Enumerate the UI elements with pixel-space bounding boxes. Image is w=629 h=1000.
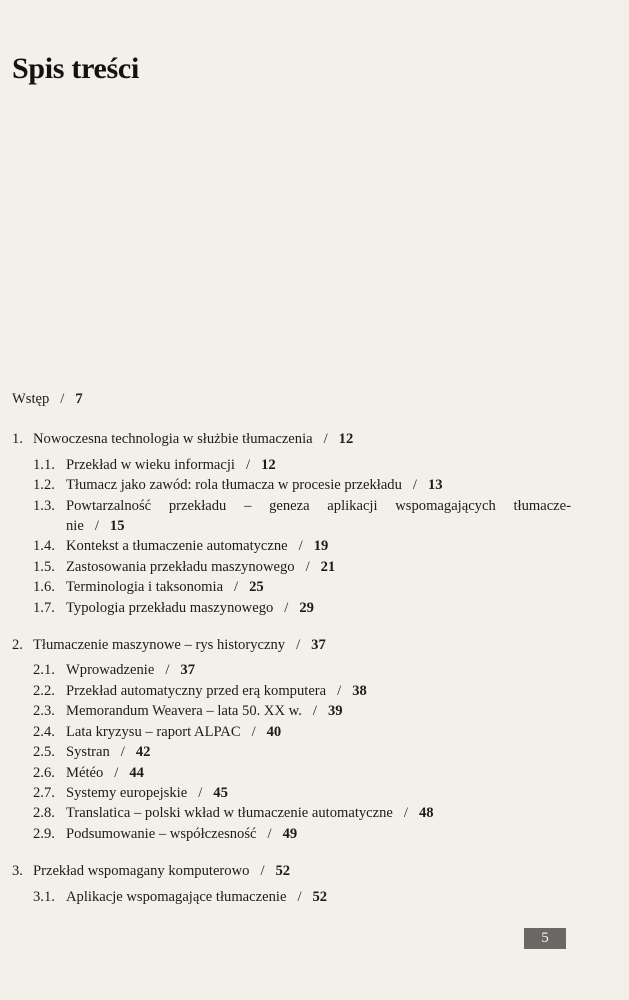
toc-chapter-label: Tłumaczenie maszynowe – rys historyczny (33, 637, 286, 654)
toc-item-label-line2: nie (66, 518, 84, 535)
toc-item-number: 2.3. (33, 703, 55, 720)
toc-separator: / (267, 825, 272, 842)
toc-item-1-7 (12, 598, 612, 618)
toc-item-1-3 (12, 496, 612, 516)
toc-page-number: 52 (312, 888, 328, 905)
toc-item-label: Kontekst a tłumaczenie automatyczne (66, 538, 288, 555)
toc-chapter-label: Nowoczesna technologia w służbie tłumaczenia (33, 431, 313, 448)
toc-separator: / (323, 431, 328, 448)
toc-chapter-number: 3. (12, 863, 23, 880)
toc-page-number: 39 (327, 703, 343, 720)
toc-item-number: 1.7. (33, 599, 55, 616)
toc-page-number: 42 (135, 744, 151, 761)
toc-item-label: Systran (66, 744, 110, 761)
toc-item-label: Tłumacz jako zawód: rola tłumacza w procesie przekładu (66, 477, 402, 494)
toc-separator: / (412, 477, 417, 494)
toc-separator: / (251, 723, 256, 740)
toc-separator: / (246, 456, 251, 473)
toc-item-label: Zastosowania przekładu maszynowego (66, 558, 295, 575)
toc-item-2-6 (12, 763, 612, 783)
toc-item-1-1 (12, 455, 612, 475)
toc-item-number: 1.5. (33, 558, 55, 575)
toc-page-number: 49 (282, 825, 298, 842)
toc-chapter-1 (12, 429, 612, 449)
toc-separator: / (298, 538, 303, 555)
toc-item-label: Typologia przekładu maszynowego (66, 599, 274, 616)
toc-separator: / (305, 558, 310, 575)
toc-item-3-1 (12, 887, 612, 907)
toc-item-2-5 (12, 742, 612, 762)
toc-item-2-3 (12, 701, 612, 721)
toc-entry-label: Wstęp (12, 391, 50, 407)
toc-item-label: Wprowadzenie (66, 662, 155, 679)
toc-page-number: 25 (249, 579, 264, 596)
toc-page-number: 7 (75, 391, 83, 407)
toc-page-number: 13 (427, 477, 443, 494)
toc-item-label: Systemy europejskie (66, 784, 188, 801)
toc-chapter-3 (12, 861, 612, 881)
toc-item-number: 1.1. (33, 456, 55, 473)
toc-item-number: 3.1. (33, 888, 55, 905)
toc-item-number: 2.2. (33, 682, 55, 699)
toc-item-label: Aplikacje wspomagające tłumaczenie (66, 888, 287, 905)
toc-chapter-number: 1. (12, 431, 23, 448)
toc-page-number: 29 (299, 599, 314, 616)
toc-separator: / (234, 579, 239, 596)
toc-item-label: Przekład automatyczny przed erą komputera (66, 682, 327, 699)
toc-chapter-number: 2. (12, 637, 23, 654)
toc-chapter-label: Przekład wspomagany komputerowo (33, 863, 250, 880)
toc-separator: / (260, 863, 265, 880)
toc-page-number: 12 (338, 431, 354, 448)
toc-item-number: 2.6. (33, 764, 55, 781)
page-title: Spis treści (12, 52, 139, 85)
toc-separator: / (312, 703, 317, 720)
toc-item-label: Podsumowanie – współczesność (66, 825, 257, 842)
toc-page-number: 37 (180, 662, 195, 679)
toc-page-number: 15 (109, 518, 125, 535)
toc-item-label: Memorandum Weavera – lata 50. XX w. (66, 703, 302, 720)
toc-separator: / (114, 764, 119, 781)
toc-item-label: Terminologia i taksonomia (66, 579, 224, 596)
page-number-badge: 5 (524, 928, 566, 949)
toc-item-number: 2.9. (33, 825, 55, 842)
toc-item-label: Translatica – polski wkład w tłumaczenie automatyczne (66, 805, 393, 822)
toc-item-2-8 (12, 803, 612, 823)
toc-separator: / (198, 784, 203, 801)
toc-item-2-9 (12, 824, 612, 844)
toc-page-number: 45 (213, 784, 228, 801)
toc-page-number: 12 (261, 456, 276, 473)
toc-separator: / (296, 637, 301, 654)
toc-item-number: 1.6. (33, 579, 55, 596)
toc-separator: / (284, 599, 289, 616)
toc-chapter-2 (12, 635, 612, 655)
toc-page-number: 38 (352, 682, 367, 699)
toc-item-1-5 (12, 557, 612, 577)
toc-page-number: 21 (320, 558, 336, 575)
toc-page-number: 19 (313, 538, 329, 555)
toc-item-number: 2.4. (33, 723, 55, 740)
toc-item-label-line1: Powtarzalność przekładu – geneza aplikacji wspomagających tłumacze- (66, 497, 571, 514)
toc-page-number: 52 (275, 863, 291, 880)
toc-item-number: 2.1. (33, 662, 55, 679)
toc-item-1-6 (12, 577, 612, 597)
toc-entry-intro (12, 389, 612, 409)
toc-item-number: 1.4. (33, 538, 55, 555)
toc-item-label: Météo (66, 764, 104, 781)
toc-page-number: 44 (129, 764, 144, 781)
table-of-contents (12, 389, 612, 907)
toc-separator: / (165, 662, 170, 679)
toc-page-number: 37 (311, 637, 326, 654)
toc-separator: / (337, 682, 342, 699)
toc-item-2-1 (12, 660, 612, 680)
toc-item-number: 1.2. (33, 477, 55, 494)
toc-item-number: 2.8. (33, 805, 55, 822)
toc-separator: / (120, 744, 125, 761)
toc-item-2-2 (12, 681, 612, 701)
toc-separator: / (403, 805, 408, 822)
toc-item-1-4 (12, 536, 612, 556)
toc-page-number: 48 (418, 805, 434, 822)
toc-separator: / (297, 888, 302, 905)
toc-item-number: 2.5. (33, 744, 55, 761)
toc-item-number: 1.3. (33, 497, 55, 514)
toc-item-1-2 (12, 475, 612, 495)
toc-item-label: Przekład w wieku informacji (66, 456, 235, 473)
toc-item-2-4 (12, 722, 612, 742)
toc-item-label: Lata kryzysu – raport ALPAC (66, 723, 241, 740)
toc-separator: / (60, 391, 65, 407)
toc-item-number: 2.7. (33, 784, 55, 801)
toc-separator: / (94, 518, 99, 535)
toc-page-number: 40 (266, 723, 282, 740)
toc-item-2-7 (12, 783, 612, 803)
toc-item-1-3-continued (12, 516, 612, 536)
